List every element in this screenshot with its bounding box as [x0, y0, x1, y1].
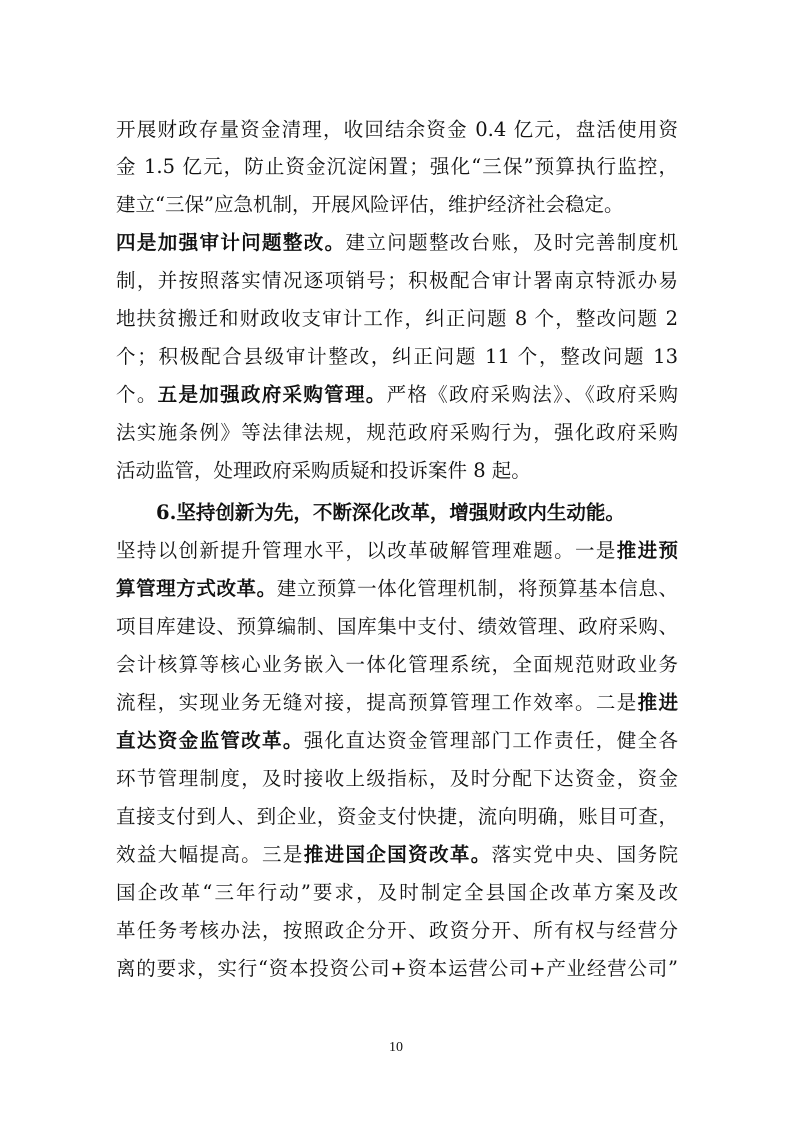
text-line — [116, 805, 678, 829]
text-line — [116, 118, 678, 142]
text-line — [116, 421, 678, 445]
text-span: 建立预算一体化管理机制，将预算基本信息、 — [276, 577, 678, 600]
text-span: 个。 — [116, 383, 158, 406]
text-line — [116, 729, 678, 753]
text-line — [116, 957, 678, 981]
text-span: 地扶贫搬迁和财政收支审计工作，纠正问题 8 个，整改问题 2 — [116, 307, 678, 330]
page-number: 10 — [389, 1040, 403, 1055]
bold-text-span: 四是加强审计问题整改。 — [116, 231, 346, 254]
text-line — [116, 269, 678, 293]
bold-text-span: 6.坚持创新为先，不断深化改革，增强财政内生动能。 — [156, 501, 625, 524]
text-line — [116, 881, 678, 905]
text-line — [116, 767, 678, 791]
text-span: 坚持以创新提升管理水平，以改革破解管理难题。一是 — [116, 539, 617, 562]
section-heading — [156, 501, 678, 525]
text-span: 强化直达资金管理部门工作责任，健全各 — [303, 729, 678, 752]
bold-text-span: 直达资金监管改革。 — [116, 729, 304, 752]
text-line — [116, 459, 678, 483]
text-line — [116, 919, 678, 943]
text-line — [116, 653, 678, 677]
text-line — [116, 383, 678, 407]
text-span: 建立问题整改台账，及时完善制度机 — [345, 231, 678, 254]
text-line — [116, 307, 678, 331]
text-span: 国企改革“三年行动”要求，及时制定全县国企改革方案及改 — [116, 881, 678, 904]
text-span: 活动监管，处理政府采购质疑和投诉案件 8 起。 — [116, 459, 531, 482]
text-span: 严格《政府采购法》、《政府采购 — [386, 383, 678, 406]
bold-text-span: 算管理方式改革。 — [116, 577, 277, 600]
text-line — [116, 577, 678, 601]
text-span: 直接支付到人、到企业，资金支付快捷，流向明确，账目可查， — [116, 805, 678, 828]
text-line — [116, 615, 678, 639]
text-line — [116, 345, 678, 369]
text-span: 开展财政存量资金清理，收回结余资金 0.4 亿元，盘活使用资 — [116, 118, 678, 141]
text-line — [116, 155, 678, 179]
text-span: 个；积极配合县级审计整改，纠正问题 11 个，整改问题 13 — [116, 345, 678, 368]
text-span: 离的要求，实行“资本投资公司+资本运营公司+产业经营公司” — [116, 957, 678, 980]
text-line — [116, 193, 678, 217]
text-span: 落实党中央、国务院 — [491, 843, 678, 866]
text-span: 制，并按照落实情况逐项销号；积极配合审计署南京特派办易 — [116, 269, 678, 292]
text-span: 环节管理制度，及时接收上级指标，及时分配下达资金，资金 — [116, 767, 678, 790]
text-line — [116, 231, 678, 255]
bold-text-span: 推进预 — [616, 539, 678, 562]
bold-text-span: 推进 — [637, 691, 678, 714]
text-span: 金 1.5 亿元，防止资金沉淀闲置；强化“三保”预算执行监控， — [116, 155, 678, 178]
text-span: 效益大幅提高。三是 — [116, 843, 304, 866]
text-span: 建立“三保”应急机制，开展风险评估，维护经济社会稳定。 — [116, 193, 624, 216]
bold-text-span: 推进国企国资改革。 — [303, 843, 492, 866]
text-span: 流程，实现业务无缝对接，提高预算管理工作效率。二是 — [116, 691, 638, 714]
text-line — [116, 539, 678, 563]
text-span: 项目库建设、预算编制、国库集中支付、绩效管理、政府采购、 — [116, 615, 678, 638]
text-line — [116, 843, 678, 867]
text-line — [116, 691, 678, 715]
bold-text-span: 五是加强政府采购管理。 — [157, 383, 387, 406]
text-span: 法实施条例》等法律法规，规范政府采购行为，强化政府采购 — [116, 421, 678, 444]
text-span: 会计核算等核心业务嵌入一体化管理系统，全面规范财政业务 — [116, 653, 678, 676]
text-span: 革任务考核办法，按照政企分开、政资分开、所有权与经营分 — [116, 919, 678, 942]
